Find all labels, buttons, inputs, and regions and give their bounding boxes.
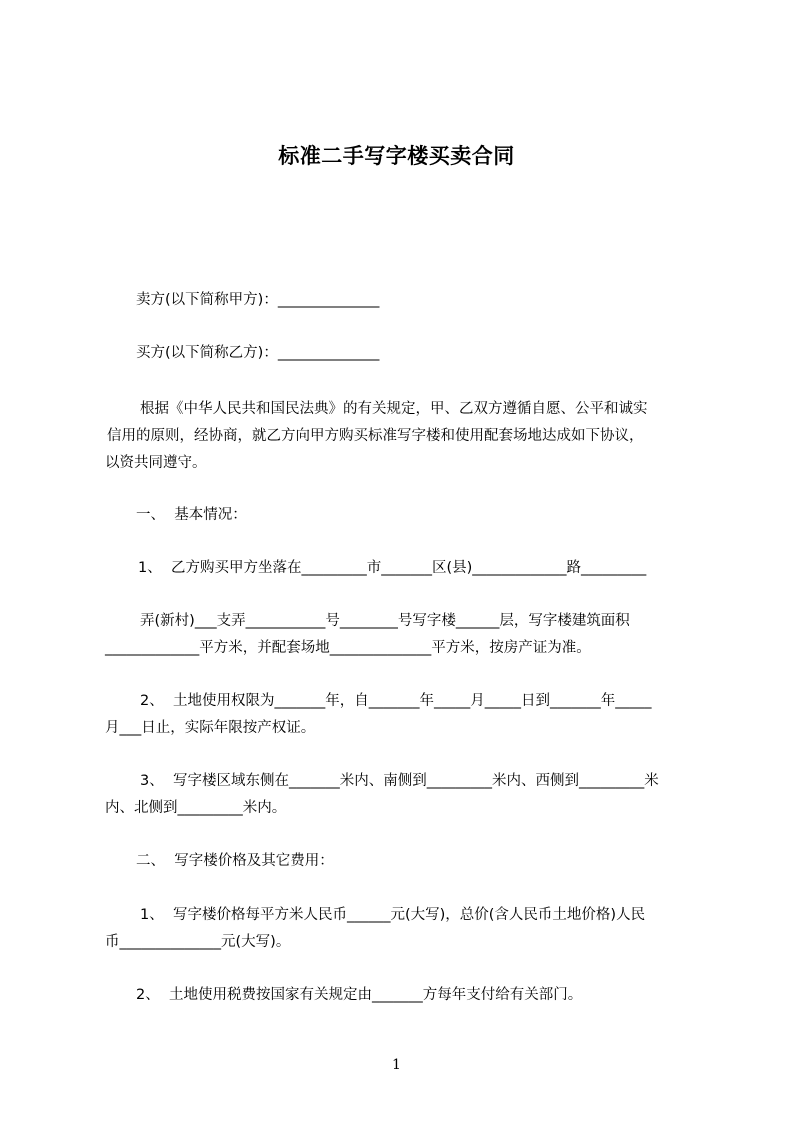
- section-heading-1: 一、 基本情况：: [136, 507, 247, 523]
- clause-1-1-line-1: 1、 乙方购买甲方坐落在_________市_______区(县)_____________路_________: [138, 560, 647, 576]
- preamble-line-1: 根据《中华人民共和国民法典》的有关规定，甲、乙双方遵循自愿、公平和诚实: [140, 401, 648, 417]
- clause-2-1-line-2: 币______________元(大写)。: [105, 934, 291, 950]
- preamble-line-3: 以资共同遵守。: [105, 455, 207, 471]
- document-title: 标准二手写字楼买卖合同: [278, 144, 515, 168]
- clause-1-2-line-2: 月___日止，实际年限按产权证。: [105, 720, 316, 736]
- clause-1-3-line-2: 内、北侧到_________米内。: [105, 800, 287, 816]
- clause-1-3-line-1: 3、 写字楼区域东侧在_______米内、南侧到_________米内、西侧到_________米: [140, 773, 659, 789]
- preamble-line-2: 信用的原则，经协商，就乙方向甲方购买标准写字楼和使用配套场地达成如下协议，: [107, 428, 644, 444]
- clause-1-2-line-1: 2、 土地使用权限为_______年，自_______年_____月_____日到_______年_____: [140, 693, 652, 709]
- section-heading-2: 二、 写字楼价格及其它费用：: [136, 853, 334, 869]
- clause-1-1-line-3: _____________平方米，并配套场地______________平方米，按房产证为准。: [105, 640, 591, 656]
- clause-2-1-line-1: 1、 写字楼价格每平方米人民币______元(大写)，总价(含人民币土地价格)人民: [140, 907, 646, 923]
- clause-2-2-line-1: 2、 土地使用税费按国家有关规定由_______方每年支付给有关部门。: [136, 987, 583, 1003]
- page-number: 1: [392, 1057, 401, 1073]
- seller-line: 卖方(以下简称甲方)：______________: [136, 292, 380, 308]
- clause-1-1-line-2: 弄(新村)___支弄___________号________号写字楼______层，写字楼建筑面积: [140, 613, 630, 629]
- buyer-line: 买方(以下简称乙方)：______________: [136, 345, 380, 361]
